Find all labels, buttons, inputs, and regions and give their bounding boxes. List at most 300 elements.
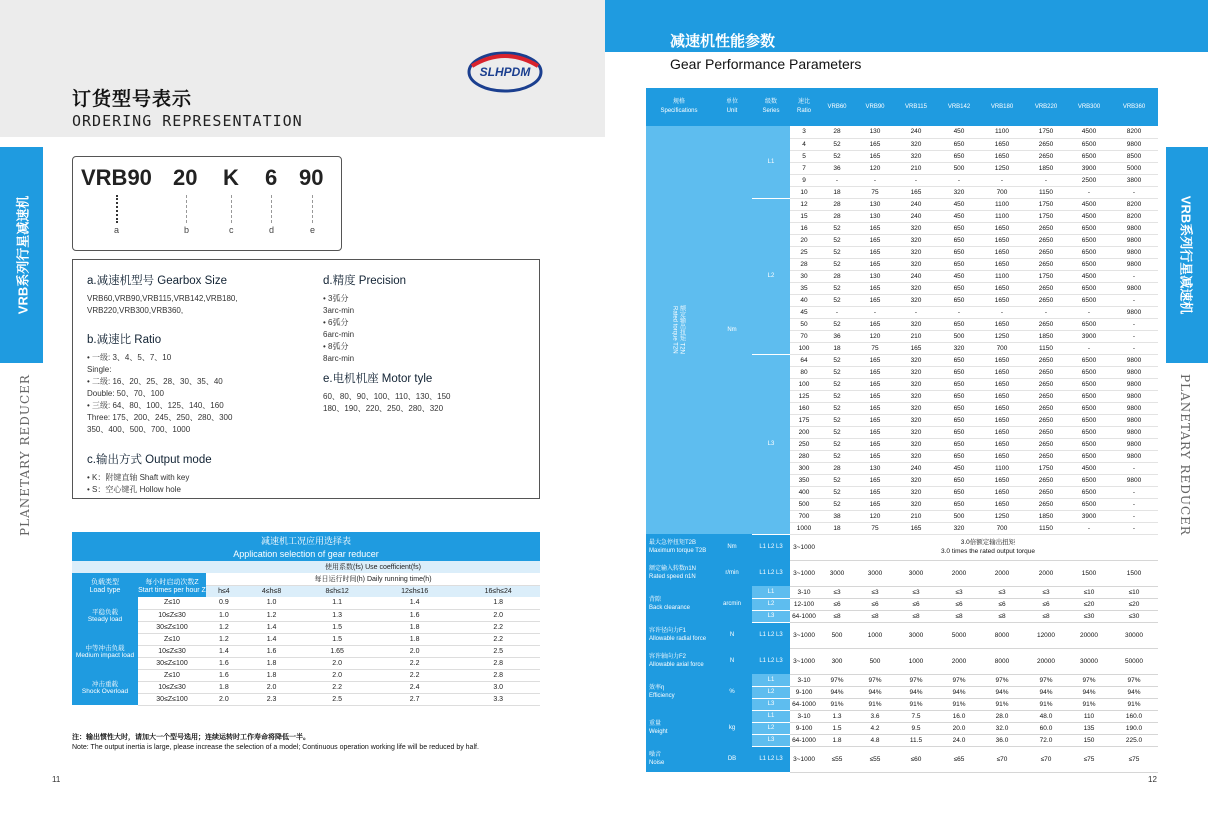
torque-value: 6500 [1068, 282, 1110, 294]
torque-value: 52 [818, 282, 856, 294]
torque-value: 1650 [980, 258, 1024, 270]
torque-ratio: 700 [790, 510, 818, 522]
torque-ratio: 7 [790, 162, 818, 174]
torque-value: 52 [818, 354, 856, 366]
torque-value: 165 [856, 294, 894, 306]
torque-value: - [894, 174, 938, 186]
torque-value: 8500 [1110, 150, 1158, 162]
backlash-value: ≤30 [1068, 610, 1110, 622]
torque-value: - [1110, 294, 1158, 306]
torque-value: 52 [818, 294, 856, 306]
torque-value: 650 [938, 282, 980, 294]
torque-value: 450 [938, 210, 980, 222]
torque-value: 650 [938, 498, 980, 510]
torque-value: 2650 [1024, 474, 1068, 486]
efficiency-value: 97% [856, 674, 894, 686]
torque-value: 1100 [980, 270, 1024, 282]
torque-value: 240 [894, 210, 938, 222]
weight-value: 4.8 [856, 734, 894, 746]
backlash-value: ≤8 [856, 610, 894, 622]
torque-value: 320 [894, 366, 938, 378]
torque-value: 320 [938, 522, 980, 534]
weight-value: 4.2 [856, 722, 894, 734]
torque-value: 6500 [1068, 234, 1110, 246]
torque-value: 320 [894, 474, 938, 486]
app-cell: 2.4 [373, 681, 457, 693]
torque-value: 6500 [1068, 390, 1110, 402]
model-part-a: VRB90 [81, 165, 152, 190]
torque-value: - [1024, 306, 1068, 318]
torque-value: 320 [894, 354, 938, 366]
backlash-value: ≤8 [818, 610, 856, 622]
weight-series: L3 [752, 734, 790, 746]
torque-ratio: 1000 [790, 522, 818, 534]
torque-value: 52 [818, 222, 856, 234]
model-part-b: 20 [173, 165, 198, 190]
weight-value: 135 [1068, 722, 1110, 734]
rated-speed-label: 额定输入转数n1N Rated speed n1N [646, 560, 712, 586]
app-cell: 1.4 [373, 597, 457, 609]
section-line: • 二级: 16、20、25、28、30、35、40 [87, 377, 223, 386]
perf-header-cell: VRB180 [980, 88, 1024, 126]
torque-value: - [1110, 270, 1158, 282]
torque-value: 2650 [1024, 246, 1068, 258]
app-row [72, 597, 540, 609]
torque-value: 2650 [1024, 258, 1068, 270]
torque-value: 1650 [980, 450, 1024, 462]
app-starts-header: 每小时启动次数Z Start times per hour Z [138, 573, 206, 597]
section-line: 3arc-min [323, 306, 355, 315]
axial-force-unit: N [712, 648, 752, 674]
torque-value: 130 [856, 126, 894, 138]
torque-value: 52 [818, 438, 856, 450]
torque-value: 6500 [1068, 486, 1110, 498]
torque-value: 320 [894, 498, 938, 510]
torque-value: 3800 [1110, 174, 1158, 186]
efficiency-value: 97% [1068, 674, 1110, 686]
noise-series: L1 L2 L3 [752, 746, 790, 772]
torque-ratio: 350 [790, 474, 818, 486]
app-row [72, 633, 540, 645]
torque-value: 130 [856, 210, 894, 222]
section-motor-type [323, 370, 451, 415]
app-cell: 2.7 [373, 693, 457, 705]
torque-value: 320 [894, 246, 938, 258]
torque-value: 1650 [980, 414, 1024, 426]
section-line: • 8弧分 [323, 342, 349, 351]
torque-value: 1750 [1024, 126, 1068, 138]
perf-header-cell: 单位 Unit [712, 88, 752, 126]
app-cell: 10≤Z≤30 [138, 609, 206, 621]
torque-value: 2500 [1068, 174, 1110, 186]
left-side-tab-label: VRB系列行星减速机 [15, 195, 30, 315]
torque-value: 1650 [980, 246, 1024, 258]
perf-header-cell: VRB115 [894, 88, 938, 126]
section-line: 180、190、220、250、280、320 [323, 404, 444, 413]
torque-value: 6500 [1068, 438, 1110, 450]
backlash-value: ≤3 [894, 586, 938, 598]
torque-value: 650 [938, 318, 980, 330]
app-cell: 1.0 [242, 597, 302, 609]
left-side-en-label: PLANETARY REDUCER [18, 374, 32, 536]
torque-ratio: 300 [790, 462, 818, 474]
section-heading: d.精度 Precision [323, 275, 407, 287]
torque-ratio: 70 [790, 330, 818, 342]
torque-value: 1650 [980, 486, 1024, 498]
torque-value: 165 [856, 378, 894, 390]
torque-value: 52 [818, 390, 856, 402]
torque-value: 2650 [1024, 294, 1068, 306]
noise-value: ≤55 [856, 746, 894, 772]
torque-value: 52 [818, 486, 856, 498]
torque-ratio: 160 [790, 402, 818, 414]
efficiency-value: 91% [938, 698, 980, 710]
backlash-ratio: 64-1000 [790, 610, 818, 622]
torque-value: 1750 [1024, 210, 1068, 222]
weight-ratio: 9-100 [790, 722, 818, 734]
backlash-value: ≤6 [818, 598, 856, 610]
app-cell: 1.5 [301, 633, 373, 645]
torque-value: 650 [938, 222, 980, 234]
app-cell: 1.4 [242, 633, 302, 645]
efficiency-value: 94% [894, 686, 938, 698]
torque-value: 9800 [1110, 438, 1158, 450]
torque-ratio: 50 [790, 318, 818, 330]
torque-value: 1250 [980, 510, 1024, 522]
perf-header-cell: 速比 Ratio [790, 88, 818, 126]
max-torque-unit: Nm [712, 534, 752, 560]
model-leader-a [116, 195, 118, 223]
torque-ratio: 400 [790, 486, 818, 498]
app-load-group: 平稳负载 Steady load [72, 597, 138, 633]
torque-ratio: 500 [790, 498, 818, 510]
perf-header-row [646, 88, 1158, 126]
torque-value: 650 [938, 366, 980, 378]
efficiency-value: 97% [1024, 674, 1068, 686]
torque-value: 52 [818, 138, 856, 150]
model-letter-d: d [269, 225, 275, 235]
torque-value: - [980, 174, 1024, 186]
max-torque-label: 最大急停扭矩T2B Maximum torque T2B [646, 534, 712, 560]
torque-value: 28 [818, 198, 856, 210]
backlash-value: ≤3 [818, 586, 856, 598]
radial-force-value: 500 [818, 622, 856, 648]
torque-value: 2650 [1024, 150, 1068, 162]
weight-ratio: 64-1000 [790, 734, 818, 746]
torque-value: 6500 [1068, 450, 1110, 462]
torque-ratio: 80 [790, 366, 818, 378]
weight-value: 9.5 [894, 722, 938, 734]
torque-value: 165 [856, 498, 894, 510]
backlash-value: ≤6 [980, 598, 1024, 610]
torque-value: 28 [818, 126, 856, 138]
torque-value: 320 [894, 150, 938, 162]
torque-ratio: 4 [790, 138, 818, 150]
model-part-d: 6 [265, 165, 278, 190]
app-col-header: 4≤h≤8 [242, 585, 302, 597]
torque-value: 450 [938, 198, 980, 210]
radial-force-ratio: 3~1000 [790, 622, 818, 648]
model-letter-c: c [229, 225, 234, 235]
app-cell: 1.4 [242, 621, 302, 633]
torque-value: 1650 [980, 390, 1024, 402]
perf-header-cell: 规格 Specifications [646, 88, 712, 126]
torque-ratio: 25 [790, 246, 818, 258]
app-cell: 1.6 [373, 609, 457, 621]
rated-speed-value: 2000 [938, 560, 980, 586]
weight-value: 1.8 [818, 734, 856, 746]
perf-header-cell: VRB142 [938, 88, 980, 126]
backlash-value: ≤3 [938, 586, 980, 598]
app-cell: 30≤Z≤100 [138, 657, 206, 669]
efficiency-series: L1 [752, 674, 790, 686]
backlash-value: ≤8 [938, 610, 980, 622]
rated-speed-row [646, 560, 1158, 586]
torque-value: 1750 [1024, 198, 1068, 210]
backlash-value: ≤3 [980, 586, 1024, 598]
app-cell: 0.9 [206, 597, 242, 609]
torque-value: 1850 [1024, 510, 1068, 522]
app-load-group: 中等冲击负载 Medium impact load [72, 633, 138, 669]
torque-value: 2650 [1024, 282, 1068, 294]
weight-value: 36.0 [980, 734, 1024, 746]
torque-value: 450 [938, 126, 980, 138]
torque-value: - [894, 306, 938, 318]
page-number-left: 11 [52, 775, 61, 784]
rated-speed-value: 2000 [980, 560, 1024, 586]
model-leader-e [312, 195, 313, 223]
torque-value: 1650 [980, 282, 1024, 294]
torque-value: 9800 [1110, 390, 1158, 402]
model-code-box [72, 156, 342, 251]
app-note-en: Note: The output inertia is large, please increase the selection of a model; Continuous operation working life will be reduced by half. [72, 744, 479, 751]
torque-value: 6500 [1068, 318, 1110, 330]
torque-value: 28 [818, 210, 856, 222]
weight-value: 60.0 [1024, 722, 1068, 734]
efficiency-value: 94% [818, 686, 856, 698]
axial-force-value: 50000 [1110, 648, 1158, 674]
efficiency-value: 97% [818, 674, 856, 686]
weight-series: L1 [752, 710, 790, 722]
section-heading: a.减速机型号 Gearbox Size [87, 275, 227, 287]
weight-value: 48.0 [1024, 710, 1068, 722]
torque-ratio: 10 [790, 186, 818, 198]
app-cell: 1.2 [206, 621, 242, 633]
app-cell: 1.6 [242, 645, 302, 657]
torque-value: 9800 [1110, 378, 1158, 390]
model-letter-e: e [310, 225, 316, 235]
torque-value: 700 [980, 186, 1024, 198]
torque-value: 500 [938, 162, 980, 174]
torque-value: 650 [938, 354, 980, 366]
torque-value: 165 [856, 426, 894, 438]
torque-value: 2650 [1024, 498, 1068, 510]
torque-ratio: 100 [790, 342, 818, 354]
section-line: 350、400、500、700、1000 [87, 425, 191, 434]
efficiency-value: 97% [894, 674, 938, 686]
torque-value: 1100 [980, 198, 1024, 210]
backlash-value: ≤6 [856, 598, 894, 610]
app-cell: 2.0 [301, 657, 373, 669]
radial-force-row [646, 622, 1158, 648]
torque-value: 8200 [1110, 198, 1158, 210]
torque-value: 450 [938, 270, 980, 282]
torque-value: 1100 [980, 210, 1024, 222]
torque-value: 9800 [1110, 306, 1158, 318]
ordering-title-zh: 订货型号表示 [72, 89, 193, 110]
torque-value: 320 [894, 282, 938, 294]
app-cell: 2.0 [456, 609, 540, 621]
torque-value: 52 [818, 150, 856, 162]
torque-ratio: 30 [790, 270, 818, 282]
efficiency-label: 效率η Efficiency [646, 674, 712, 710]
torque-value: 650 [938, 246, 980, 258]
app-cell: 1.2 [242, 609, 302, 621]
torque-value: 6500 [1068, 366, 1110, 378]
torque-value: - [1110, 186, 1158, 198]
torque-value: 1650 [980, 234, 1024, 246]
torque-value: 1650 [980, 138, 1024, 150]
torque-value: - [1110, 342, 1158, 354]
app-cell: 2.0 [301, 669, 373, 681]
torque-value: 4500 [1068, 210, 1110, 222]
app-cell: 3.3 [456, 693, 540, 705]
efficiency-value: 91% [1068, 698, 1110, 710]
torque-value: 8200 [1110, 126, 1158, 138]
torque-value: 500 [938, 510, 980, 522]
app-col-header: 8≤h≤12 [301, 585, 373, 597]
app-cell: 2.2 [301, 681, 373, 693]
torque-value: 2650 [1024, 438, 1068, 450]
performance-title-zh: 减速机性能参数 [670, 33, 776, 50]
torque-ratio: 200 [790, 426, 818, 438]
performance-title-en: Gear Performance Parameters [670, 56, 862, 72]
noise-label: 噪音 Noise [646, 746, 712, 772]
torque-value: 4500 [1068, 270, 1110, 282]
torque-value: 2650 [1024, 354, 1068, 366]
app-daily-header: 每日运行时间(h) Daily running time(h) [206, 573, 540, 585]
section-line: Three: 175、200、245、250、280、300 [87, 413, 233, 422]
torque-value: 6500 [1068, 258, 1110, 270]
backlash-series: L1 [752, 586, 790, 598]
torque-value: 6500 [1068, 474, 1110, 486]
efficiency-series: L3 [752, 698, 790, 710]
weight-unit: kg [712, 710, 752, 746]
torque-value: 165 [856, 474, 894, 486]
torque-value: 1650 [980, 474, 1024, 486]
ordering-info-box [72, 259, 540, 499]
noise-value: ≤70 [980, 746, 1024, 772]
axial-force-series: L1 L2 L3 [752, 648, 790, 674]
axial-force-value: 1000 [894, 648, 938, 674]
torque-value: 52 [818, 366, 856, 378]
torque-value: 650 [938, 294, 980, 306]
torque-value: 6500 [1068, 378, 1110, 390]
perf-header-cell: 级数 Series [752, 88, 790, 126]
perf-header-cell: VRB300 [1068, 88, 1110, 126]
torque-value: 650 [938, 414, 980, 426]
torque-value: 9800 [1110, 414, 1158, 426]
torque-value: - [938, 174, 980, 186]
weight-value: 190.0 [1110, 722, 1158, 734]
axial-force-value: 500 [856, 648, 894, 674]
torque-value: 52 [818, 414, 856, 426]
model-letter-a: a [114, 225, 120, 235]
noise-unit: DB [712, 746, 752, 772]
app-cell: 2.2 [373, 669, 457, 681]
axial-force-value: 300 [818, 648, 856, 674]
efficiency-value: 94% [1110, 686, 1158, 698]
torque-value: 320 [894, 486, 938, 498]
torque-value: 6500 [1068, 222, 1110, 234]
max-torque-row [646, 534, 1158, 560]
app-cell: 2.0 [206, 693, 242, 705]
rated-speed-unit: r/min [712, 560, 752, 586]
app-cell: 30≤Z≤100 [138, 621, 206, 633]
torque-value: 18 [818, 186, 856, 198]
torque-value: 36 [818, 330, 856, 342]
torque-value: 4500 [1068, 198, 1110, 210]
model-letter-b: b [184, 225, 190, 235]
torque-value: 75 [856, 522, 894, 534]
torque-value: 240 [894, 270, 938, 282]
section-line: • S：空心键孔 Hollow hole [87, 485, 181, 494]
app-cell: 2.2 [456, 621, 540, 633]
torque-value: - [1110, 486, 1158, 498]
backlash-unit: arcmin [712, 586, 752, 622]
slhpdm-logo [466, 50, 544, 94]
model-leader-d [271, 195, 272, 223]
torque-value: 130 [856, 270, 894, 282]
perf-header-cell: VRB220 [1024, 88, 1068, 126]
torque-value: 1250 [980, 330, 1024, 342]
app-cell: 2.2 [456, 633, 540, 645]
rated-speed-series: L1 L2 L3 [752, 560, 790, 586]
app-cell: 1.1 [301, 597, 373, 609]
app-cell: 2.5 [456, 645, 540, 657]
torque-value: 165 [856, 354, 894, 366]
torque-value: 1850 [1024, 330, 1068, 342]
torque-value: 650 [938, 402, 980, 414]
app-cell: 1.3 [301, 609, 373, 621]
torque-ratio: 15 [790, 210, 818, 222]
backlash-label: 背隙 Back clearance [646, 586, 712, 622]
app-cell: 2.8 [456, 669, 540, 681]
torque-value: 52 [818, 378, 856, 390]
section-line: Double: 50、70、100 [87, 389, 164, 398]
right-side-tab-label: VRB系列行星减速机 [1178, 195, 1194, 315]
torque-value: 9800 [1110, 234, 1158, 246]
torque-value: 320 [894, 294, 938, 306]
torque-ratio: 12 [790, 198, 818, 210]
torque-value: 2650 [1024, 426, 1068, 438]
torque-value: 1650 [980, 498, 1024, 510]
torque-value: 320 [894, 402, 938, 414]
torque-value: 52 [818, 246, 856, 258]
torque-value: 18 [818, 522, 856, 534]
model-leader-c [231, 195, 232, 223]
torque-value: 1750 [1024, 462, 1068, 474]
backlash-series: L3 [752, 610, 790, 622]
torque-value: 2650 [1024, 414, 1068, 426]
torque-value: 1100 [980, 126, 1024, 138]
torque-value: - [818, 174, 856, 186]
torque-value: 165 [894, 522, 938, 534]
rated-speed-value: 3000 [856, 560, 894, 586]
section-line: 60、80、90、100、110、130、150 [323, 392, 451, 401]
torque-value: 1150 [1024, 186, 1068, 198]
torque-value: 5000 [1110, 162, 1158, 174]
